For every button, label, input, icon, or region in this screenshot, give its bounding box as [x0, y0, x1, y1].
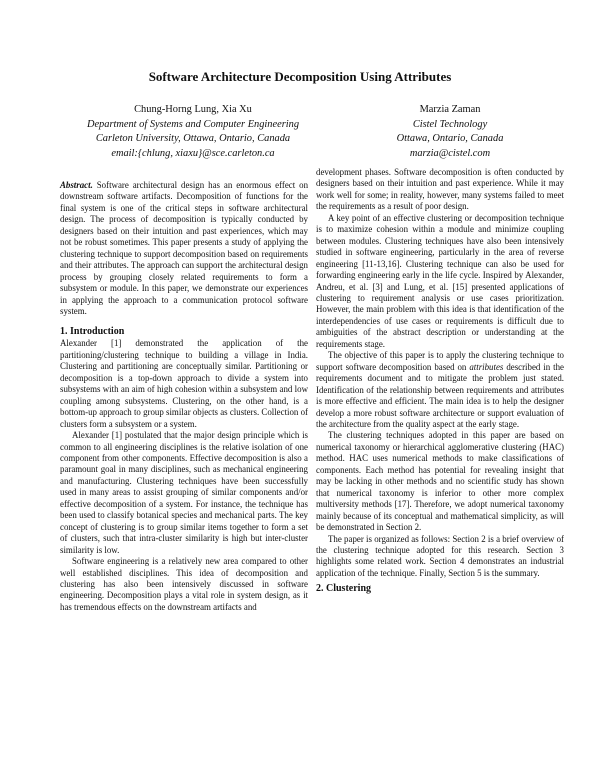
authors-right-block: [355, 103, 545, 161]
intro-paragraph-6: The clustering techniques adopted in this paper are based on numerical taxonomy or hierarchical agglomerative clustering (HAC) method. HAC uses numerical methods to make classifications of components. Each method has potential for revealing insight that may be lacking in other methods and no scientific study has shown that numerical taxonomy is inferior to other more complex multiversity methods [17]. Therefore, we adopt numerical taxonomy mainly because of its conceptual and mathematical simplicity, as will be demonstrated in Section 2.: [316, 430, 564, 533]
intro-paragraph-5: [316, 350, 564, 430]
author-email-right: marzia@cistel.com: [409, 147, 491, 159]
p5-emphasis-attributes: attributes: [469, 361, 504, 372]
intro-paragraph-3: Software engineering is a relatively new area compared to other well established disciplines. This idea of decomposition and clustering has also been intensively discussed in software engineering. Decomposition plays a vital role in system design, as it has tremendous effects on the downstream artifacts and: [60, 556, 308, 612]
abstract-paragraph: [60, 180, 308, 317]
clustering-heading: 2. Clustering: [316, 583, 371, 595]
abstract-label: Abstract.: [60, 180, 93, 190]
left-column: [60, 180, 308, 613]
p5-text-after: described in the requirements document and to mitigate the problem just stated. Identification of the relationship between requirements and attributes is more effective and efficient. The main idea is to help the designer develop a more robust software architecture or support evaluation of the architecture from the quality aspect at the early stage.: [316, 361, 564, 429]
intro-paragraph-2: Alexander [1] postulated that the major design principle which is common to all engineering disciplines is the relative isolation of one component from other components. Effective decomposition is also a paramount goal in many disciplines, such as mechanical engineering and manufacturing. Clustering techniques have been successfully used in many areas to assist grouping of similar components and/or effective decomposition of a system. For instance, the technique has been used to classify botanical species and mechanical parts. The key concept of clustering is to group similar items together to form a set of clusters, such that intra-cluster similarity is high but inter-cluster similarity is low.: [60, 430, 308, 555]
author-university: Carleton University, Ottawa, Ontario, Canada: [95, 133, 291, 144]
paper-title: Software Architecture Decomposition Using Attributes: [148, 69, 452, 84]
author-name-right: Marzia Zaman: [419, 104, 481, 115]
p5-text-before: The objective of this paper is to apply the clustering technique to support software decomposition based on: [316, 350, 564, 372]
introduction-heading: 1. Introduction: [60, 326, 125, 338]
intro-paragraph-3-continued: development phases. Software decomposition is often conducted by designers based on their intuition and past experience. While it may work well for some; in reality, however, many systems failed to meet the requirements as a result of poor design.: [316, 167, 564, 212]
author-location: Ottawa, Ontario, Canada: [396, 133, 504, 144]
authors-left-block: [58, 103, 328, 161]
intro-paragraph-1: Alexander [1] demonstrated the application of the partitioning/clustering technique to building a village in India. Clustering and partitioning are conceptually similar. Partitioning or decomposition is a top-down approach to divide a system into subsystems with an aim of high cohesion within a subsystem and low coupling among subsystems. Clustering, on the other hand, is a bottom-up approach to group similar objects as clusters. Collection of clusters form a subsystem or a system.: [60, 338, 308, 429]
author-organization: Cistel Technology: [412, 118, 488, 130]
abstract-text: Software architectural design has an enormous effect on downstream software artifacts. Decomposition of functions for the final system is one of the critical steps in software architectural design. The process of decomposition is typically conducted by designers based on their intuition and past experiences, which may not be robust sometimes. This paper presents a study of applying the clustering technique to support decomposition based on requirements and their attributes. The approach can support the architectural design process by grouping closely related requirements to form a subsystem or module. In this paper, we demonstrate our experiences in applying the approach to a communication protocol software system.: [60, 180, 309, 316]
author-names-left: Chung-Horng Lung, Xia Xu: [134, 104, 252, 115]
intro-paragraph-4: A key point of an effective clustering or decomposition technique is to maximize cohesion within a module and minimize coupling between modules. Clustering techniques have also been intensively studied in software engineering, particularly in the area of reverse engineering [11-13,16]. Clustering technique can also be used for forwarding engineering early in the life cycle. Inspired by Alexander, Andreu, et al. [3] and Lung, et al. [15] presented applications of clustering to requirement analysis or use cases prioritization. However, the main problem with this idea is that identification of the interdependencies of use cases or requirements is difficult due to ambiguities of the abstract description or understanding at the requirements stage.: [316, 212, 564, 349]
intro-paragraph-7: The paper is organized as follows: Section 2 is a brief overview of the clustering technique adopted for this research. Section 3 highlights some related work. Section 4 demonstrates an industrial application of the technique. Finally, Section 5 is the summary.: [316, 533, 564, 578]
author-department: Department of Systems and Computer Engineering: [86, 118, 300, 130]
author-email-left: email:{chlung, xiaxu}@sce.carleton.ca: [111, 147, 275, 159]
right-column: [316, 167, 564, 595]
